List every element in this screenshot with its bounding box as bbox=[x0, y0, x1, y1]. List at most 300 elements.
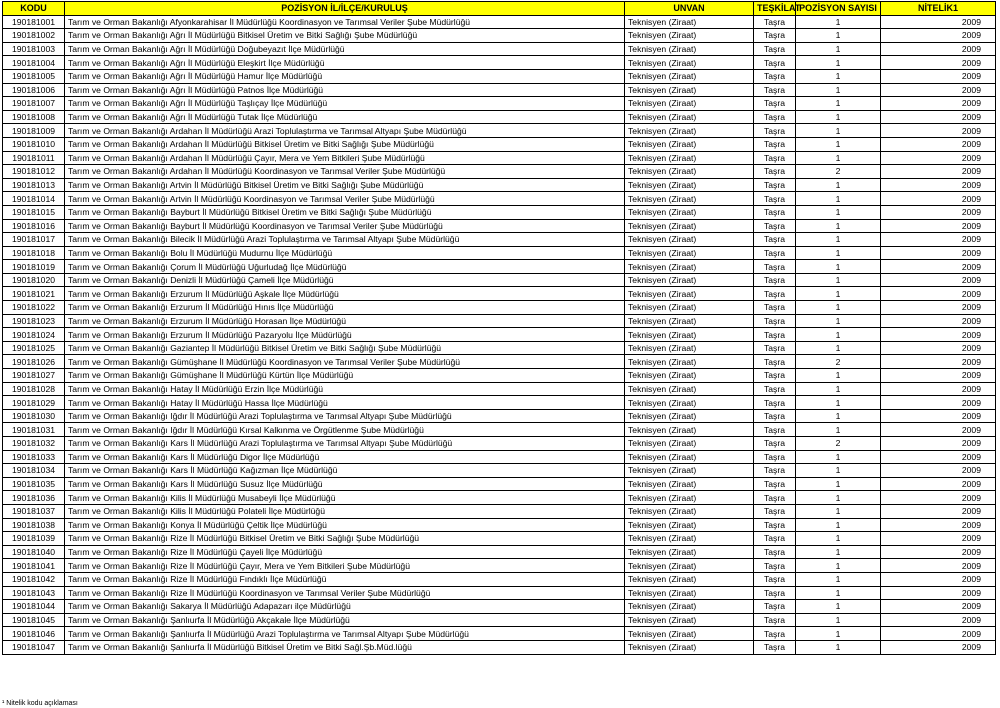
table-row[interactable] bbox=[3, 301, 996, 315]
cell-kodu: 190181034 bbox=[3, 464, 65, 478]
cell-kodu: 190181027 bbox=[3, 369, 65, 383]
cell-kodu: 190181036 bbox=[3, 491, 65, 505]
cell-unvan: Teknisyen (Ziraat) bbox=[625, 613, 754, 627]
cell-teskilat: Taşra bbox=[754, 124, 796, 138]
cell-teskilat: Taşra bbox=[754, 464, 796, 478]
cell-teskilat: Taşra bbox=[754, 382, 796, 396]
cell-nitelik: 2009 bbox=[881, 83, 996, 97]
cell-teskilat: Taşra bbox=[754, 246, 796, 260]
table-row[interactable] bbox=[3, 341, 996, 355]
cell-nitelik: 2009 bbox=[881, 165, 996, 179]
cell-nitelik: 2009 bbox=[881, 341, 996, 355]
header-teskilat[interactable]: TEŞKİLAT bbox=[754, 2, 796, 16]
cell-pozisyon: Tarım ve Orman Bakanlığı Ağrı İl Müdürlüğü Eleşkirt İlçe Müdürlüğü bbox=[65, 56, 625, 70]
cell-kodu: 190181035 bbox=[3, 477, 65, 491]
cell-nitelik: 2009 bbox=[881, 613, 996, 627]
table-row[interactable] bbox=[3, 165, 996, 179]
cell-teskilat: Taşra bbox=[754, 396, 796, 410]
table-row[interactable] bbox=[3, 355, 996, 369]
table-body bbox=[3, 15, 996, 654]
table-row[interactable] bbox=[3, 246, 996, 260]
cell-nitelik: 2009 bbox=[881, 124, 996, 138]
cell-pozisyon-sayisi: 1 bbox=[796, 464, 881, 478]
cell-pozisyon: Tarım ve Orman Bakanlığı Kars İl Müdürlüğü Susuz İlçe Müdürlüğü bbox=[65, 477, 625, 491]
cell-nitelik: 2009 bbox=[881, 450, 996, 464]
cell-nitelik: 2009 bbox=[881, 110, 996, 124]
cell-teskilat: Taşra bbox=[754, 532, 796, 546]
cell-pozisyon: Tarım ve Orman Bakanlığı Ağrı İl Müdürlüğü Doğubeyazıt İlçe Müdürlüğü bbox=[65, 42, 625, 56]
cell-kodu: 190181020 bbox=[3, 273, 65, 287]
cell-unvan: Teknisyen (Ziraat) bbox=[625, 137, 754, 151]
cell-pozisyon-sayisi: 1 bbox=[796, 586, 881, 600]
cell-pozisyon-sayisi: 1 bbox=[796, 205, 881, 219]
table-row[interactable] bbox=[3, 328, 996, 342]
cell-teskilat: Taşra bbox=[754, 437, 796, 451]
table-row[interactable] bbox=[3, 69, 996, 83]
cell-nitelik: 2009 bbox=[881, 545, 996, 559]
cell-teskilat: Taşra bbox=[754, 491, 796, 505]
cell-pozisyon: Tarım ve Orman Bakanlığı Sakarya İl Müdürlüğü Adapazarı ilçe Müdürlüğü bbox=[65, 600, 625, 614]
table-row[interactable] bbox=[3, 586, 996, 600]
cell-pozisyon: Tarım ve Orman Bakanlığı Ağrı İl Müdürlüğü Taşlıçay İlçe Müdürlüğü bbox=[65, 97, 625, 111]
cell-teskilat: Taşra bbox=[754, 56, 796, 70]
cell-kodu: 190181018 bbox=[3, 246, 65, 260]
table-row[interactable] bbox=[3, 219, 996, 233]
cell-unvan: Teknisyen (Ziraat) bbox=[625, 369, 754, 383]
cell-kodu: 190181019 bbox=[3, 260, 65, 274]
table-row[interactable] bbox=[3, 178, 996, 192]
cell-pozisyon: Tarım ve Orman Bakanlığı Artvin İl Müdürlüğü Koordinasyon ve Tarımsal Veriler Şube Müdürlüğü bbox=[65, 192, 625, 206]
cell-pozisyon-sayisi: 1 bbox=[796, 287, 881, 301]
cell-pozisyon-sayisi: 1 bbox=[796, 192, 881, 206]
footnote: ¹ Nitelik kodu açıklaması bbox=[2, 700, 78, 707]
cell-teskilat: Taşra bbox=[754, 518, 796, 532]
cell-pozisyon-sayisi: 1 bbox=[796, 491, 881, 505]
cell-teskilat: Taşra bbox=[754, 572, 796, 586]
cell-kodu: 190181043 bbox=[3, 586, 65, 600]
cell-pozisyon: Tarım ve Orman Bakanlığı Şanlıurfa İl Müdürlüğü Bitkisel Üretim ve Bitki Sağl.Şb.Müd.lüğü bbox=[65, 640, 625, 654]
cell-pozisyon-sayisi: 1 bbox=[796, 178, 881, 192]
cell-pozisyon-sayisi: 1 bbox=[796, 409, 881, 423]
table-row[interactable] bbox=[3, 369, 996, 383]
cell-pozisyon: Tarım ve Orman Bakanlığı Denizli İl Müdürlüğü Çameli İlçe Müdürlüğü bbox=[65, 273, 625, 287]
cell-nitelik: 2009 bbox=[881, 192, 996, 206]
cell-unvan: Teknisyen (Ziraat) bbox=[625, 532, 754, 546]
cell-nitelik: 2009 bbox=[881, 491, 996, 505]
table-row[interactable] bbox=[3, 42, 996, 56]
cell-pozisyon-sayisi: 1 bbox=[796, 504, 881, 518]
cell-pozisyon-sayisi: 1 bbox=[796, 572, 881, 586]
cell-pozisyon-sayisi: 1 bbox=[796, 233, 881, 247]
cell-pozisyon-sayisi: 2 bbox=[796, 355, 881, 369]
position-table bbox=[2, 1, 996, 655]
cell-nitelik: 2009 bbox=[881, 423, 996, 437]
cell-teskilat: Taşra bbox=[754, 586, 796, 600]
cell-nitelik: 2009 bbox=[881, 56, 996, 70]
cell-pozisyon-sayisi: 1 bbox=[796, 260, 881, 274]
cell-pozisyon-sayisi: 1 bbox=[796, 600, 881, 614]
cell-kodu: 190181025 bbox=[3, 341, 65, 355]
cell-unvan: Teknisyen (Ziraat) bbox=[625, 165, 754, 179]
table-row[interactable] bbox=[3, 613, 996, 627]
cell-pozisyon: Tarım ve Orman Bakanlığı Erzurum İl Müdürlüğü Horasan İlçe Müdürlüğü bbox=[65, 314, 625, 328]
cell-unvan: Teknisyen (Ziraat) bbox=[625, 518, 754, 532]
cell-pozisyon-sayisi: 1 bbox=[796, 56, 881, 70]
cell-kodu: 190181042 bbox=[3, 572, 65, 586]
table-row[interactable] bbox=[3, 450, 996, 464]
cell-unvan: Teknisyen (Ziraat) bbox=[625, 178, 754, 192]
cell-kodu: 190181039 bbox=[3, 532, 65, 546]
cell-teskilat: Taşra bbox=[754, 83, 796, 97]
cell-teskilat: Taşra bbox=[754, 151, 796, 165]
table-row[interactable] bbox=[3, 518, 996, 532]
cell-unvan: Teknisyen (Ziraat) bbox=[625, 491, 754, 505]
cell-nitelik: 2009 bbox=[881, 477, 996, 491]
cell-teskilat: Taşra bbox=[754, 219, 796, 233]
cell-unvan: Teknisyen (Ziraat) bbox=[625, 409, 754, 423]
cell-pozisyon: Tarım ve Orman Bakanlığı Ardahan İl Müdürlüğü Çayır, Mera ve Yem Bitkileri Şube Müdürlüğü bbox=[65, 151, 625, 165]
cell-teskilat: Taşra bbox=[754, 165, 796, 179]
header-row bbox=[3, 2, 996, 16]
cell-nitelik: 2009 bbox=[881, 532, 996, 546]
cell-pozisyon-sayisi: 1 bbox=[796, 273, 881, 287]
table-row[interactable] bbox=[3, 409, 996, 423]
cell-pozisyon-sayisi: 1 bbox=[796, 545, 881, 559]
cell-nitelik: 2009 bbox=[881, 151, 996, 165]
cell-unvan: Teknisyen (Ziraat) bbox=[625, 29, 754, 43]
cell-nitelik: 2009 bbox=[881, 42, 996, 56]
cell-kodu: 190181016 bbox=[3, 219, 65, 233]
cell-kodu: 190181001 bbox=[3, 15, 65, 29]
cell-unvan: Teknisyen (Ziraat) bbox=[625, 572, 754, 586]
cell-pozisyon-sayisi: 1 bbox=[796, 559, 881, 573]
cell-kodu: 190181047 bbox=[3, 640, 65, 654]
cell-teskilat: Taşra bbox=[754, 559, 796, 573]
cell-pozisyon-sayisi: 1 bbox=[796, 151, 881, 165]
cell-kodu: 190181041 bbox=[3, 559, 65, 573]
cell-nitelik: 2009 bbox=[881, 260, 996, 274]
cell-teskilat: Taşra bbox=[754, 97, 796, 111]
cell-pozisyon-sayisi: 1 bbox=[796, 29, 881, 43]
cell-pozisyon: Tarım ve Orman Bakanlığı Kars İl Müdürlüğü Kağızman İlçe Müdürlüğü bbox=[65, 464, 625, 478]
table-row[interactable] bbox=[3, 205, 996, 219]
header-pozisyon[interactable]: POZİSYON İL/İLÇE/KURULUŞ bbox=[65, 2, 625, 16]
cell-unvan: Teknisyen (Ziraat) bbox=[625, 83, 754, 97]
table-row[interactable] bbox=[3, 273, 996, 287]
cell-pozisyon: Tarım ve Orman Bakanlığı Gümüşhane İl Müdürlüğü Koordinasyon ve Tarımsal Veriler Şube Müdürlüğü bbox=[65, 355, 625, 369]
cell-nitelik: 2009 bbox=[881, 287, 996, 301]
cell-unvan: Teknisyen (Ziraat) bbox=[625, 233, 754, 247]
table-row[interactable] bbox=[3, 83, 996, 97]
cell-kodu: 190181021 bbox=[3, 287, 65, 301]
cell-pozisyon: Tarım ve Orman Bakanlığı Kilis İl Müdürlüğü Polateli İlçe Müdürlüğü bbox=[65, 504, 625, 518]
cell-pozisyon-sayisi: 2 bbox=[796, 437, 881, 451]
table-row[interactable] bbox=[3, 56, 996, 70]
cell-teskilat: Taşra bbox=[754, 341, 796, 355]
cell-kodu: 190181026 bbox=[3, 355, 65, 369]
cell-unvan: Teknisyen (Ziraat) bbox=[625, 396, 754, 410]
cell-unvan: Teknisyen (Ziraat) bbox=[625, 15, 754, 29]
cell-pozisyon-sayisi: 1 bbox=[796, 83, 881, 97]
table-row[interactable] bbox=[3, 124, 996, 138]
cell-kodu: 190181044 bbox=[3, 600, 65, 614]
table-row[interactable] bbox=[3, 287, 996, 301]
cell-kodu: 190181028 bbox=[3, 382, 65, 396]
cell-pozisyon: Tarım ve Orman Bakanlığı Kilis İl Müdürlüğü Musabeyli İlçe Müdürlüğü bbox=[65, 491, 625, 505]
cell-teskilat: Taşra bbox=[754, 178, 796, 192]
cell-kodu: 190181002 bbox=[3, 29, 65, 43]
cell-unvan: Teknisyen (Ziraat) bbox=[625, 627, 754, 641]
cell-unvan: Teknisyen (Ziraat) bbox=[625, 600, 754, 614]
table-row[interactable] bbox=[3, 491, 996, 505]
table-row[interactable] bbox=[3, 192, 996, 206]
cell-teskilat: Taşra bbox=[754, 137, 796, 151]
cell-teskilat: Taşra bbox=[754, 369, 796, 383]
cell-teskilat: Taşra bbox=[754, 640, 796, 654]
cell-nitelik: 2009 bbox=[881, 409, 996, 423]
cell-pozisyon-sayisi: 1 bbox=[796, 314, 881, 328]
cell-pozisyon: Tarım ve Orman Bakanlığı Iğdır İl Müdürlüğü Arazi Toplulaştırma ve Tarımsal Altyapı Şube Müdürlüğü bbox=[65, 409, 625, 423]
cell-unvan: Teknisyen (Ziraat) bbox=[625, 464, 754, 478]
table-row[interactable] bbox=[3, 396, 996, 410]
cell-pozisyon: Tarım ve Orman Bakanlığı Konya İl Müdürlüğü Çeltik İlçe Müdürlüğü bbox=[65, 518, 625, 532]
cell-kodu: 190181013 bbox=[3, 178, 65, 192]
cell-unvan: Teknisyen (Ziraat) bbox=[625, 110, 754, 124]
cell-pozisyon: Tarım ve Orman Bakanlığı Şanlıurfa İl Müdürlüğü Arazi Toplulaştırma ve Tarımsal Altyapı Şube Müdürlüğü bbox=[65, 627, 625, 641]
cell-teskilat: Taşra bbox=[754, 627, 796, 641]
cell-nitelik: 2009 bbox=[881, 586, 996, 600]
cell-unvan: Teknisyen (Ziraat) bbox=[625, 341, 754, 355]
cell-teskilat: Taşra bbox=[754, 110, 796, 124]
cell-kodu: 190181011 bbox=[3, 151, 65, 165]
cell-kodu: 190181045 bbox=[3, 613, 65, 627]
table-row[interactable] bbox=[3, 477, 996, 491]
cell-nitelik: 2009 bbox=[881, 627, 996, 641]
cell-teskilat: Taşra bbox=[754, 600, 796, 614]
cell-unvan: Teknisyen (Ziraat) bbox=[625, 219, 754, 233]
cell-nitelik: 2009 bbox=[881, 137, 996, 151]
table-row[interactable] bbox=[3, 572, 996, 586]
cell-unvan: Teknisyen (Ziraat) bbox=[625, 545, 754, 559]
cell-pozisyon: Tarım ve Orman Bakanlığı Bayburt İl Müdürlüğü Bitkisel Üretim ve Bitki Sağlığı Şube Müdürlüğü bbox=[65, 205, 625, 219]
cell-unvan: Teknisyen (Ziraat) bbox=[625, 355, 754, 369]
cell-teskilat: Taşra bbox=[754, 504, 796, 518]
cell-pozisyon: Tarım ve Orman Bakanlığı Afyonkarahisar İl Müdürlüğü Koordinasyon ve Tarımsal Veriler Şube Müdürlüğü bbox=[65, 15, 625, 29]
cell-unvan: Teknisyen (Ziraat) bbox=[625, 124, 754, 138]
cell-unvan: Teknisyen (Ziraat) bbox=[625, 450, 754, 464]
cell-pozisyon: Tarım ve Orman Bakanlığı Gaziantep İl Müdürlüğü Bitkisel Üretim ve Bitki Sağlığı Şube Müdürlüğü bbox=[65, 341, 625, 355]
cell-teskilat: Taşra bbox=[754, 314, 796, 328]
cell-nitelik: 2009 bbox=[881, 301, 996, 315]
cell-nitelik: 2009 bbox=[881, 369, 996, 383]
cell-pozisyon: Tarım ve Orman Bakanlığı Ardahan İl Müdürlüğü Bitkisel Üretim ve Bitki Sağlığı Şube Müdürlüğü bbox=[65, 137, 625, 151]
cell-unvan: Teknisyen (Ziraat) bbox=[625, 437, 754, 451]
cell-pozisyon-sayisi: 1 bbox=[796, 450, 881, 464]
cell-kodu: 190181006 bbox=[3, 83, 65, 97]
cell-nitelik: 2009 bbox=[881, 572, 996, 586]
cell-unvan: Teknisyen (Ziraat) bbox=[625, 382, 754, 396]
cell-pozisyon: Tarım ve Orman Bakanlığı Çorum İl Müdürlüğü Uğurludağ İlçe Müdürlüğü bbox=[65, 260, 625, 274]
cell-nitelik: 2009 bbox=[881, 437, 996, 451]
cell-pozisyon-sayisi: 1 bbox=[796, 69, 881, 83]
cell-unvan: Teknisyen (Ziraat) bbox=[625, 69, 754, 83]
position-table-container bbox=[2, 1, 996, 655]
cell-pozisyon-sayisi: 1 bbox=[796, 110, 881, 124]
cell-teskilat: Taşra bbox=[754, 328, 796, 342]
table-row[interactable] bbox=[3, 29, 996, 43]
cell-kodu: 190181023 bbox=[3, 314, 65, 328]
table-row[interactable] bbox=[3, 15, 996, 29]
cell-unvan: Teknisyen (Ziraat) bbox=[625, 260, 754, 274]
cell-unvan: Teknisyen (Ziraat) bbox=[625, 287, 754, 301]
cell-pozisyon: Tarım ve Orman Bakanlığı Ağrı İl Müdürlüğü Tutak İlçe Müdürlüğü bbox=[65, 110, 625, 124]
cell-nitelik: 2009 bbox=[881, 69, 996, 83]
cell-teskilat: Taşra bbox=[754, 233, 796, 247]
table-row[interactable] bbox=[3, 260, 996, 274]
cell-kodu: 190181014 bbox=[3, 192, 65, 206]
cell-pozisyon: Tarım ve Orman Bakanlığı Bayburt İl Müdürlüğü Koordinasyon ve Tarımsal Veriler Şube Müdürlüğü bbox=[65, 219, 625, 233]
cell-teskilat: Taşra bbox=[754, 355, 796, 369]
cell-teskilat: Taşra bbox=[754, 69, 796, 83]
cell-unvan: Teknisyen (Ziraat) bbox=[625, 586, 754, 600]
cell-nitelik: 2009 bbox=[881, 29, 996, 43]
table-row[interactable] bbox=[3, 437, 996, 451]
cell-nitelik: 2009 bbox=[881, 464, 996, 478]
cell-kodu: 190181017 bbox=[3, 233, 65, 247]
cell-unvan: Teknisyen (Ziraat) bbox=[625, 246, 754, 260]
table-row[interactable] bbox=[3, 423, 996, 437]
cell-pozisyon-sayisi: 2 bbox=[796, 165, 881, 179]
cell-unvan: Teknisyen (Ziraat) bbox=[625, 328, 754, 342]
cell-pozisyon: Tarım ve Orman Bakanlığı Rize İl Müdürlüğü Çayeli İlçe Müdürlüğü bbox=[65, 545, 625, 559]
cell-pozisyon: Tarım ve Orman Bakanlığı Iğdır İl Müdürlüğü Kırsal Kalkınma ve Örgütlenme Şube Müdürlüğü bbox=[65, 423, 625, 437]
cell-pozisyon-sayisi: 1 bbox=[796, 341, 881, 355]
cell-pozisyon: Tarım ve Orman Bakanlığı Şanlıurfa İl Müdürlüğü Akçakale İlçe Müdürlüğü bbox=[65, 613, 625, 627]
cell-unvan: Teknisyen (Ziraat) bbox=[625, 301, 754, 315]
cell-nitelik: 2009 bbox=[881, 355, 996, 369]
cell-unvan: Teknisyen (Ziraat) bbox=[625, 314, 754, 328]
table-row[interactable] bbox=[3, 504, 996, 518]
cell-pozisyon: Tarım ve Orman Bakanlığı Rize İl Müdürlüğü Bitkisel Üretim ve Bitki Sağlığı Şube Müdürlüğü bbox=[65, 532, 625, 546]
cell-nitelik: 2009 bbox=[881, 559, 996, 573]
cell-pozisyon-sayisi: 1 bbox=[796, 42, 881, 56]
table-row[interactable] bbox=[3, 559, 996, 573]
cell-nitelik: 2009 bbox=[881, 97, 996, 111]
cell-pozisyon: Tarım ve Orman Bakanlığı Bolu İl Müdürlüğü Mudurnu İlçe Müdürlüğü bbox=[65, 246, 625, 260]
cell-teskilat: Taşra bbox=[754, 409, 796, 423]
cell-pozisyon: Tarım ve Orman Bakanlığı Artvin İl Müdürlüğü Bitkisel Üretim ve Bitki Sağlığı Şube Müdürlüğü bbox=[65, 178, 625, 192]
table-row[interactable] bbox=[3, 151, 996, 165]
cell-pozisyon: Tarım ve Orman Bakanlığı Ağrı İl Müdürlüğü Bitkisel Üretim ve Bitki Sağlığı Şube Müdürlüğü bbox=[65, 29, 625, 43]
cell-pozisyon: Tarım ve Orman Bakanlığı Rize İl Müdürlüğü Fındıklı İlçe Müdürlüğü bbox=[65, 572, 625, 586]
header-kodu[interactable]: KODU bbox=[3, 2, 65, 16]
cell-kodu: 190181015 bbox=[3, 205, 65, 219]
cell-kodu: 190181004 bbox=[3, 56, 65, 70]
cell-kodu: 190181022 bbox=[3, 301, 65, 315]
cell-pozisyon: Tarım ve Orman Bakanlığı Rize İl Müdürlüğü Koordinasyon ve Tarımsal Veriler Şube Müdürlüğü bbox=[65, 586, 625, 600]
cell-kodu: 190181038 bbox=[3, 518, 65, 532]
cell-pozisyon-sayisi: 1 bbox=[796, 328, 881, 342]
cell-unvan: Teknisyen (Ziraat) bbox=[625, 151, 754, 165]
table-row[interactable] bbox=[3, 640, 996, 654]
cell-unvan: Teknisyen (Ziraat) bbox=[625, 559, 754, 573]
cell-unvan: Teknisyen (Ziraat) bbox=[625, 205, 754, 219]
cell-unvan: Teknisyen (Ziraat) bbox=[625, 423, 754, 437]
cell-nitelik: 2009 bbox=[881, 246, 996, 260]
cell-unvan: Teknisyen (Ziraat) bbox=[625, 192, 754, 206]
cell-kodu: 190181009 bbox=[3, 124, 65, 138]
cell-nitelik: 2009 bbox=[881, 382, 996, 396]
cell-unvan: Teknisyen (Ziraat) bbox=[625, 504, 754, 518]
table-row[interactable] bbox=[3, 600, 996, 614]
cell-teskilat: Taşra bbox=[754, 450, 796, 464]
cell-nitelik: 2009 bbox=[881, 640, 996, 654]
cell-nitelik: 2009 bbox=[881, 396, 996, 410]
table-row[interactable] bbox=[3, 532, 996, 546]
table-row[interactable] bbox=[3, 233, 996, 247]
cell-teskilat: Taşra bbox=[754, 273, 796, 287]
cell-teskilat: Taşra bbox=[754, 301, 796, 315]
cell-teskilat: Taşra bbox=[754, 15, 796, 29]
cell-pozisyon: Tarım ve Orman Bakanlığı Bilecik İl Müdürlüğü Arazi Toplulaştırma ve Tarımsal Altyapı Şube Müdürlüğü bbox=[65, 233, 625, 247]
cell-kodu: 190181010 bbox=[3, 137, 65, 151]
cell-nitelik: 2009 bbox=[881, 219, 996, 233]
cell-kodu: 190181033 bbox=[3, 450, 65, 464]
cell-pozisyon: Tarım ve Orman Bakanlığı Erzurum İl Müdürlüğü Aşkale İlçe Müdürlüğü bbox=[65, 287, 625, 301]
cell-unvan: Teknisyen (Ziraat) bbox=[625, 477, 754, 491]
cell-pozisyon: Tarım ve Orman Bakanlığı Kars İl Müdürlüğü Digor İlçe Müdürlüğü bbox=[65, 450, 625, 464]
table-row[interactable] bbox=[3, 137, 996, 151]
cell-teskilat: Taşra bbox=[754, 477, 796, 491]
cell-kodu: 190181046 bbox=[3, 627, 65, 641]
table-row[interactable] bbox=[3, 314, 996, 328]
table-row[interactable] bbox=[3, 97, 996, 111]
cell-teskilat: Taşra bbox=[754, 423, 796, 437]
table-row[interactable] bbox=[3, 110, 996, 124]
table-row[interactable] bbox=[3, 464, 996, 478]
cell-nitelik: 2009 bbox=[881, 314, 996, 328]
cell-unvan: Teknisyen (Ziraat) bbox=[625, 640, 754, 654]
cell-pozisyon-sayisi: 1 bbox=[796, 301, 881, 315]
cell-teskilat: Taşra bbox=[754, 613, 796, 627]
cell-pozisyon: Tarım ve Orman Bakanlığı Gümüşhane İl Müdürlüğü Kürtün İlçe Müdürlüğü bbox=[65, 369, 625, 383]
cell-kodu: 190181029 bbox=[3, 396, 65, 410]
cell-pozisyon: Tarım ve Orman Bakanlığı Hatay İl Müdürlüğü Erzin İlçe Müdürlüğü bbox=[65, 382, 625, 396]
cell-pozisyon-sayisi: 1 bbox=[796, 613, 881, 627]
cell-nitelik: 2009 bbox=[881, 273, 996, 287]
cell-teskilat: Taşra bbox=[754, 260, 796, 274]
cell-teskilat: Taşra bbox=[754, 205, 796, 219]
table-row[interactable] bbox=[3, 545, 996, 559]
header-pozisyon-sayisi[interactable]: POZİSYON SAYISI bbox=[796, 2, 881, 16]
cell-nitelik: 2009 bbox=[881, 504, 996, 518]
cell-pozisyon: Tarım ve Orman Bakanlığı Hatay İl Müdürlüğü Hassa İlçe Müdürlüğü bbox=[65, 396, 625, 410]
table-row[interactable] bbox=[3, 627, 996, 641]
cell-pozisyon: Tarım ve Orman Bakanlığı Ağrı İl Müdürlüğü Patnos İlçe Müdürlüğü bbox=[65, 83, 625, 97]
cell-kodu: 190181032 bbox=[3, 437, 65, 451]
cell-teskilat: Taşra bbox=[754, 42, 796, 56]
table-row[interactable] bbox=[3, 382, 996, 396]
cell-kodu: 190181030 bbox=[3, 409, 65, 423]
cell-kodu: 190181008 bbox=[3, 110, 65, 124]
cell-nitelik: 2009 bbox=[881, 233, 996, 247]
cell-kodu: 190181012 bbox=[3, 165, 65, 179]
header-unvan[interactable]: UNVAN bbox=[625, 2, 754, 16]
header-nitelik[interactable]: NİTELİK1 bbox=[881, 2, 996, 16]
cell-pozisyon-sayisi: 1 bbox=[796, 369, 881, 383]
cell-pozisyon: Tarım ve Orman Bakanlığı Ağrı İl Müdürlüğü Hamur İlçe Müdürlüğü bbox=[65, 69, 625, 83]
cell-kodu: 190181003 bbox=[3, 42, 65, 56]
